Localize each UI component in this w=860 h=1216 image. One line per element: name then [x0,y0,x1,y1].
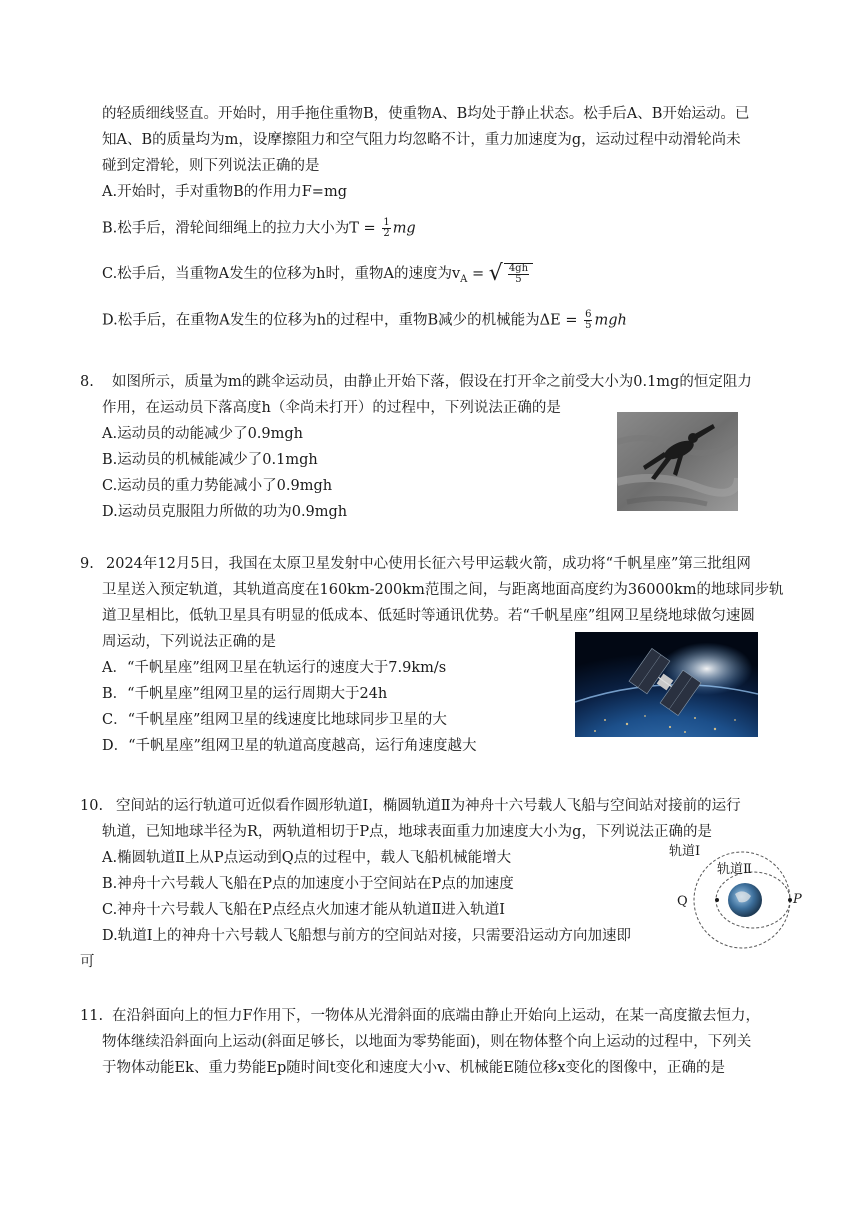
orbit-2-label: 轨道Ⅱ [717,862,752,877]
q11-line3: 于物体动能Ek、重力势能Ep随时间t变化和速度大小v、机械能E随位移x变化的图像中，正确的是 [102,1060,726,1076]
q7-option-c-equals: = [467,266,489,282]
q7-line2: 知A、B的质量均为m，设摩擦阻力和空气阻力均忽略不计，重力加速度为g，运动过程中动滑轮尚未 [102,132,741,148]
q7-option-d-tail: mgh [594,312,627,329]
q10-line1: 空间站的运行轨道可近似看作圆形轨道Ⅰ，椭圆轨道Ⅱ为神舟十六号载人飞船与空间站对接前的运行 [116,798,741,814]
q7-option-b-fraction [382,218,390,239]
q8-option-a: A.运动员的动能减少了0.9mgh [102,426,304,442]
q10-option-b: B.神舟十六号载人飞船在P点的加速度小于空间站在P点的加速度 [102,876,514,892]
fraction-numerator: 6 [585,309,592,320]
q10-option-a: A.椭圆轨道Ⅱ上从P点运动到Q点的过程中，载人飞船机械能增大 [102,850,512,866]
orbit-diagram [665,842,805,952]
q10-option-c: C.神舟十六号载人飞船在P点经点火加速才能从轨道Ⅱ进入轨道Ⅰ [102,902,506,918]
q9-number: 9. [80,556,94,572]
q7-option-a: A.开始时，手对重物B的作用力F=mg [102,184,347,200]
q7-option-b-tail: mg [392,220,416,237]
q9-option-b: B．“千帆星座”组网卫星的运行周期大于24h [102,686,388,702]
q7-line1: 的轻质细线竖直。开始时，用手拖住重物B，使重物A、B均处于静止状态。松手后A、B开始运动。已 [102,106,750,122]
q7-option-c [102,263,533,290]
q10-option-d: D.轨道Ⅰ上的神舟十六号载人飞船想与前方的空间站对接，只需要沿运动方向加速即 [102,928,631,944]
q10-line2: 轨道，已知地球半径为R，两轨道相切于P点，地球表面重力加速度大小为g，下列说法正确的是 [102,824,712,840]
q8-line2: 作用，在运动员下落高度h（伞尚未打开）的过程中，下列说法正确的是 [102,400,561,416]
sqrt-icon: √ [488,261,503,286]
q8-option-b: B.运动员的机械能减少了0.1mgh [102,452,318,468]
fraction-numerator: 4gh [508,263,529,274]
fraction-denominator: 5 [515,274,522,285]
fraction-denominator: 5 [585,320,592,331]
point-q-label: Q [677,894,688,909]
q9-line3: 道卫星相比，低轨卫星具有明显的低成本、低延时等通讯优势。若“千帆星座”组网卫星绕地球做匀速圆 [102,608,755,624]
q10-option-d-wrap: 可 [80,954,95,970]
q8-number: 8. [80,374,94,390]
q9-line1: 2024年12月5日，我国在太原卫星发射中心使用长征六号甲运载火箭，成功将“千帆星座”第三批组网 [106,556,751,572]
q11-number: 11. [80,1008,104,1024]
q7-option-b-text: B.松手后，滑轮间细绳上的拉力大小为T = [102,220,381,237]
q7-option-c-radicand [504,263,533,285]
fraction-denominator: 2 [383,228,390,239]
q7-option-c-subscript: A [460,273,468,285]
q7-option-d-text: D.松手后，在重物A发生的位移为h的过程中，重物B减少的机械能为ΔE = [102,312,583,329]
point-p-label: P [793,892,802,907]
q9-option-a: A．“千帆星座”组网卫星在轨运行的速度大于7.9km/s [102,660,447,676]
q8-option-d: D.运动员克服阻力所做的功为0.9mgh [102,504,348,520]
q11-line1: 在沿斜面向上的恒力F作用下，一物体从光滑斜面的底端由静止开始向上运动，在某一高度撤去恒力， [112,1008,761,1024]
satellite-photo [575,632,758,737]
q9-line2: 卫星送入预定轨道，其轨道高度在160km-200km范围之间，与距离地面高度约为36000km的地球同步轨 [102,582,784,598]
q7-option-d [102,310,627,331]
q7-option-d-fraction [584,310,592,331]
q7-line3: 碰到定滑轮，则下列说法正确的是 [102,158,320,174]
q10-number: 10. [80,798,104,814]
fraction-numerator: 1 [383,217,390,228]
q11-line2: 物体继续沿斜面向上运动(斜面足够长，以地面为零势能面)，则在物体整个向上运动的过程中，下列关 [102,1034,752,1050]
q8-option-c: C.运动员的重力势能减小了0.9mgh [102,478,333,494]
orbit-1-label: 轨道Ⅰ [669,844,701,859]
q9-option-d: D．“千帆星座”组网卫星的轨道高度越高，运行角速度越大 [102,738,477,754]
q7-option-c-fraction [508,264,529,285]
q7-option-c-text: C.松手后，当重物A发生的位移为h时，重物A的速度为v [102,266,461,282]
q9-option-c: C．“千帆星座”组网卫星的线速度比地球同步卫星的大 [102,712,447,728]
q8-line1: 如图所示，质量为m的跳伞运动员，由静止开始下落，假设在打开伞之前受大小为0.1mg的恒定阻力 [112,374,752,390]
q9-line4: 周运动，下列说法正确的是 [102,634,276,650]
q7-option-b [102,218,416,239]
skydiver-photo [617,412,738,511]
